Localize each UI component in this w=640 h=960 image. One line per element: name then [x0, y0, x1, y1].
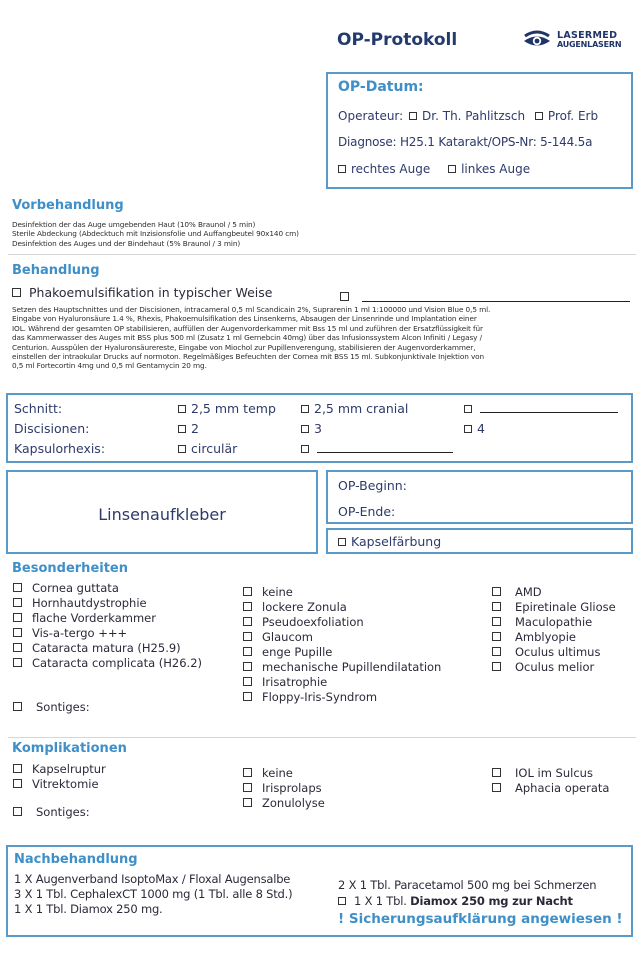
- item-label: flache Vorderkammer: [32, 611, 156, 625]
- besonderheiten-col2: [243, 585, 441, 705]
- kapsulorhexis-circular-label: circulär: [191, 441, 238, 456]
- schnitt-temp-checkbox[interactable]: [178, 405, 186, 413]
- right-eye-label: rechtes Auge: [351, 162, 431, 176]
- right-eye-checkbox[interactable]: [338, 165, 346, 173]
- list-item: [13, 656, 202, 671]
- vorbehandlung-line: Desinfektion der das Auge umgebenden Haut (10% Braunol / 5 min): [12, 220, 256, 229]
- operator-option-2: Prof. Erb: [547, 109, 599, 123]
- checkbox[interactable]: [243, 677, 252, 686]
- checkbox[interactable]: [13, 764, 22, 773]
- checkbox[interactable]: [243, 587, 252, 596]
- list-item: [13, 596, 202, 611]
- list-item: [243, 690, 441, 705]
- paracetamol-line: 2 X 1 Tbl. Paracetamol 500 mg bei Schmerzen: [338, 878, 597, 892]
- diamox-night-row: [338, 894, 573, 908]
- checkbox[interactable]: [243, 617, 252, 626]
- besonderheiten-other-checkbox[interactable]: [13, 702, 22, 711]
- list-item: [243, 781, 325, 796]
- list-item: [492, 585, 616, 600]
- behandlung-line: einstellen der intraokular Drucks auf normoton. Regelmäßiges Befeuchten der Cornea mit BSS 15 ml. Subkonjunktivale Injektion von: [12, 352, 485, 362]
- list-item: [243, 600, 441, 615]
- item-label: Oculus ultimus: [515, 645, 601, 659]
- checkbox[interactable]: [492, 617, 501, 626]
- behandlung-line: IOL. Während der gesamten OP stabilisieren, auffüllen der Augenvorderkammer mit Bss 15 ml und zuführen der Ersatzflüssigkeit für: [12, 323, 483, 333]
- discisionen-option-2: [178, 421, 199, 436]
- diamox-night-bold: Diamox 250 mg zur Nacht: [410, 894, 573, 908]
- operator-option-1: Dr. Th. Pahlitzsch: [422, 109, 526, 123]
- vorbehandlung-line: Desinfektion des Auges und der Bindehaut (5% Braunol / 3 min): [12, 238, 241, 248]
- schnitt-cranial-label: 2,5 mm cranial: [314, 401, 409, 416]
- item-label: mechanische Pupillendilatation: [262, 660, 442, 674]
- checkbox[interactable]: [13, 598, 22, 607]
- list-item: [243, 645, 441, 660]
- operator-label: Operateur:: [338, 109, 404, 123]
- left-eye-checkbox[interactable]: [448, 165, 456, 173]
- besonderheiten-col3: [492, 585, 616, 675]
- behandlung-title: Behandlung: [12, 263, 100, 278]
- list-item: [243, 630, 441, 645]
- operator-erb-checkbox[interactable]: [535, 112, 543, 120]
- list-item: [243, 766, 325, 781]
- capsule-stain-box: [326, 528, 633, 554]
- list-item: [13, 626, 202, 641]
- discisionen-option-3: [301, 421, 322, 436]
- divider: [8, 737, 636, 738]
- checkbox[interactable]: [13, 779, 22, 788]
- kapsulorhexis-option-other: [301, 441, 453, 456]
- nachbehandlung-line: 1 X 1 Tbl. Diamox 250 mg.: [14, 902, 163, 916]
- list-item: [243, 660, 441, 675]
- op-date-label: OP-Datum:: [338, 79, 424, 95]
- item-label: Kapselruptur: [32, 762, 106, 776]
- behandlung-other-row: [340, 287, 630, 306]
- item-label: Amblyopie: [515, 630, 576, 644]
- item-label: keine: [262, 766, 293, 780]
- item-label: Vis-a-tergo +++: [32, 626, 128, 640]
- discisionen-2-checkbox[interactable]: [178, 425, 186, 433]
- schnitt-option-other: [464, 401, 618, 416]
- schnitt-other-field[interactable]: [480, 401, 618, 413]
- item-label: keine: [262, 585, 293, 599]
- vorbehandlung-line: Sterile Abdeckung (Abdecktuch mit Inzisionsfolie und Auffangbeutel 90x140 cm): [12, 229, 299, 239]
- left-eye-label: linkes Auge: [461, 162, 531, 176]
- item-label: lockere Zonula: [262, 600, 347, 614]
- nachbehandlung-left: [14, 872, 292, 917]
- checkbox[interactable]: [243, 632, 252, 641]
- discisionen-2-label: 2: [191, 421, 199, 436]
- item-label: Hornhautdystrophie: [32, 596, 147, 610]
- komplikationen-col1: [13, 762, 106, 792]
- schnitt-cranial-checkbox[interactable]: [301, 405, 309, 413]
- besonderheiten-other: [13, 700, 90, 715]
- checkbox[interactable]: [243, 768, 252, 777]
- checkbox[interactable]: [13, 583, 22, 592]
- nachbehandlung-box: [6, 845, 633, 937]
- list-item: [492, 645, 616, 660]
- schnitt-temp-label: 2,5 mm temp: [191, 401, 276, 416]
- schnitt-other-checkbox[interactable]: [464, 405, 472, 413]
- op-info-box: [326, 72, 633, 189]
- list-item: [243, 585, 441, 600]
- nachbehandlung-line: 3 X 1 Tbl. CephalexCT 1000 mg (1 Tbl. alle 8 Std.): [14, 887, 293, 901]
- item-label: Maculopathie: [515, 615, 593, 629]
- checkbox[interactable]: [13, 628, 22, 637]
- page-title: OP-Protokoll: [337, 30, 458, 50]
- list-item: [492, 766, 609, 781]
- checkbox[interactable]: [243, 662, 252, 671]
- lens-sticker-box: [6, 470, 318, 554]
- list-item: [13, 581, 202, 596]
- divider: [8, 254, 636, 255]
- item-label: Irisprolaps: [262, 781, 322, 795]
- warning-text: ! Sicherungsaufklärung angewiesen !: [338, 911, 623, 927]
- item-label: Oculus melior: [515, 660, 595, 674]
- op-end-label: OP-Ende:: [338, 504, 396, 519]
- schnitt-option-cranial: [301, 401, 408, 416]
- item-label: IOL im Sulcus: [515, 766, 593, 780]
- operator-pahlitzsch-checkbox[interactable]: [409, 112, 417, 120]
- item-label: enge Pupille: [262, 645, 333, 659]
- komplikationen-col2: [243, 766, 325, 811]
- lens-sticker-label: Linsenaufkleber: [98, 505, 226, 524]
- item-label: Floppy-Iris-Syndrom: [262, 690, 378, 704]
- nachbehandlung-title: Nachbehandlung: [14, 852, 138, 867]
- schnitt-option-temp: [178, 401, 276, 416]
- checkbox[interactable]: [243, 692, 252, 701]
- checkbox[interactable]: [492, 632, 501, 641]
- discisionen-4-label: 4: [477, 421, 485, 436]
- discisionen-3-checkbox[interactable]: [301, 425, 309, 433]
- capsule-stain-checkbox[interactable]: [338, 538, 346, 546]
- checkbox[interactable]: [243, 798, 252, 807]
- op-start-label: OP-Beginn:: [338, 478, 407, 493]
- discisionen-4-checkbox[interactable]: [464, 425, 472, 433]
- logo-line2: AUGENLASERN: [557, 40, 622, 49]
- behandlung-other-field[interactable]: [362, 301, 630, 302]
- item-label: Cataracta matura (H25.9): [32, 641, 181, 655]
- op-times-box: [326, 470, 633, 524]
- phako-label: Phakoemulsifikation in typischer Weise: [29, 285, 273, 300]
- list-item: [13, 641, 202, 656]
- checkbox[interactable]: [492, 587, 501, 596]
- item-label: Cornea guttata: [32, 581, 119, 595]
- checkbox[interactable]: [492, 768, 501, 777]
- checkbox[interactable]: [492, 647, 501, 656]
- behandlung-text: [12, 305, 490, 371]
- capsule-stain-label: Kapselfärbung: [351, 534, 442, 549]
- operator-row: [338, 109, 598, 123]
- logo: [523, 30, 633, 52]
- discisionen-label: Discisionen:: [14, 421, 90, 436]
- komplikationen-title: Komplikationen: [12, 741, 127, 756]
- kapsulorhexis-other-checkbox[interactable]: [301, 445, 309, 453]
- behandlung-line: 0,5 ml Fortecortin 4mg und 0,5 ml Gentamycin 20 mg.: [12, 361, 207, 371]
- checkbox[interactable]: [243, 783, 252, 792]
- checkbox[interactable]: [492, 783, 501, 792]
- other-label: Sontiges:: [36, 805, 90, 819]
- behandlung-other-checkbox[interactable]: [340, 292, 349, 301]
- capsule-stain-row: [338, 534, 441, 549]
- kapsulorhexis-option-circular: [178, 441, 237, 456]
- item-label: Vitrektomie: [32, 777, 99, 791]
- eye-icon: [523, 30, 551, 50]
- komplikationen-col3: [492, 766, 609, 796]
- list-item: [243, 796, 325, 811]
- behandlung-line: Centurion. Ausspülen der Hyaluronsäurereste, Eingabe von Miochol zur Pupillenverengung, stabilisieren der Augenvorderkammer,: [12, 342, 476, 352]
- list-item: [492, 600, 616, 615]
- item-label: Pseudoexfoliation: [262, 615, 364, 629]
- technique-box: [6, 393, 633, 463]
- phako-row: [12, 285, 272, 300]
- item-label: Epiretinale Gliose: [515, 600, 616, 614]
- phako-checkbox[interactable]: [12, 288, 21, 297]
- list-item: [243, 615, 441, 630]
- checkbox[interactable]: [13, 643, 22, 652]
- komplikationen-other: [13, 805, 90, 820]
- kapsulorhexis-circular-checkbox[interactable]: [178, 445, 186, 453]
- vorbehandlung-title: Vorbehandlung: [12, 198, 124, 213]
- besonderheiten-col1: [13, 581, 202, 671]
- besonderheiten-title: Besonderheiten: [12, 561, 128, 576]
- checkbox[interactable]: [492, 602, 501, 611]
- checkbox[interactable]: [243, 647, 252, 656]
- other-label: Sontiges:: [36, 700, 90, 714]
- list-item: [13, 777, 106, 792]
- item-label: Glaucom: [262, 630, 314, 644]
- list-item: [492, 660, 616, 675]
- behandlung-line: Setzen des Hauptschnittes und der Discisionen, intracameral 0,5 ml Scandicain 2%, Suprarenin 1 ml 1:100000 und Vision Blue 0,5 ml.: [12, 305, 491, 314]
- discisionen-option-4: [464, 421, 485, 436]
- kapsulorhexis-label: Kapsulorhexis:: [14, 441, 106, 456]
- checkbox[interactable]: [13, 613, 22, 622]
- list-item: [492, 615, 616, 630]
- vorbehandlung-text: [12, 220, 299, 248]
- discisionen-3-label: 3: [314, 421, 322, 436]
- list-item: [13, 611, 202, 626]
- list-item: [492, 781, 609, 796]
- item-label: Irisatrophie: [262, 675, 328, 689]
- nachbehandlung-line: 1 X Augenverband IsoptoMax / Floxal Augensalbe: [14, 872, 291, 886]
- kapsulorhexis-other-field[interactable]: [317, 441, 453, 453]
- eye-row: [338, 162, 530, 176]
- komplikationen-other-checkbox[interactable]: [13, 807, 22, 816]
- list-item: [243, 675, 441, 690]
- checkbox[interactable]: [243, 602, 252, 611]
- schnitt-label: Schnitt:: [14, 401, 63, 416]
- list-item: [492, 630, 616, 645]
- item-label: Aphacia operata: [515, 781, 610, 795]
- checkbox[interactable]: [13, 658, 22, 667]
- behandlung-line: das Kammerwasser des Auges mit BSS plus 500 ml (Zusatz 1 ml Gernebcin 40mg) über das Infusionssystem Alcon Infiniti / Legasy /: [12, 333, 482, 343]
- diamox-night-prefix: 1 X 1 Tbl.: [354, 894, 407, 908]
- list-item: [13, 762, 106, 777]
- diamox-night-checkbox[interactable]: [338, 897, 346, 905]
- diagnosis: Diagnose: H25.1 Katarakt/OPS-Nr: 5-144.5a: [338, 135, 593, 149]
- item-label: AMD: [515, 585, 542, 599]
- logo-line1: LASERMED: [557, 30, 618, 41]
- item-label: Zonulolyse: [262, 796, 325, 810]
- checkbox[interactable]: [492, 662, 501, 671]
- item-label: Cataracta complicata (H26.2): [32, 656, 203, 670]
- behandlung-line: Eingabe von Hyaluronsäure 1.4 %, Rhexis, Phakoemulsifikation des Linsenkerns, Absaugen der Linsenrinde und Implantation einer: [12, 314, 477, 324]
